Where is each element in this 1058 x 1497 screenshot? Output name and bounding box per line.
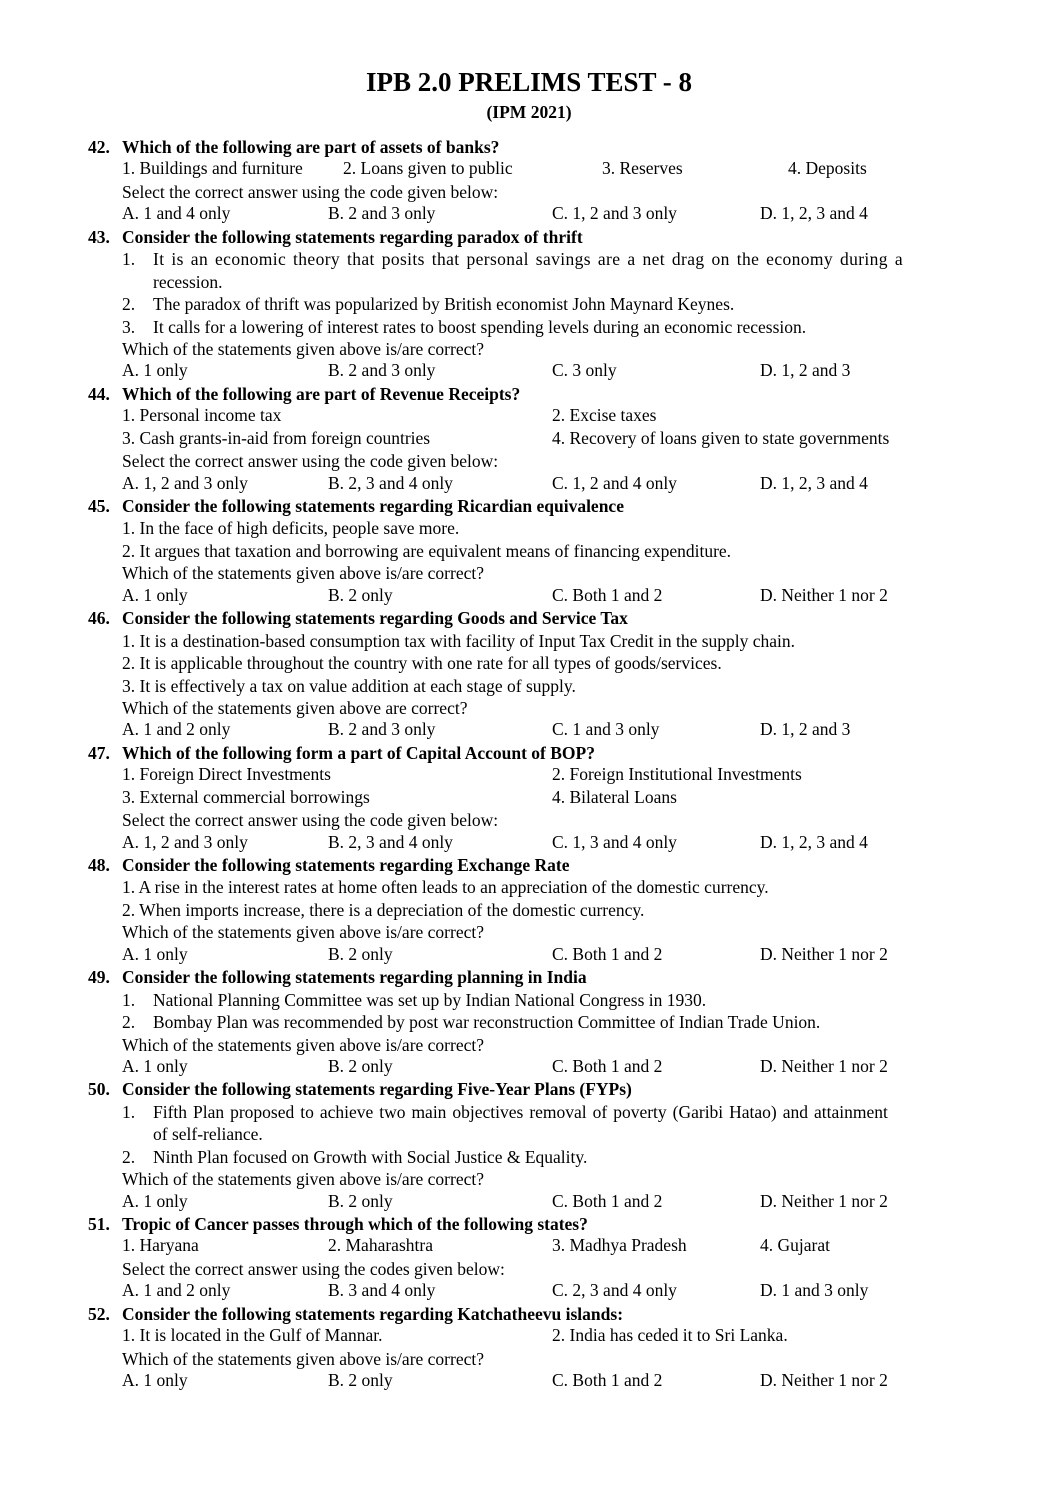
statement-item: 4. Gujarat: [760, 1235, 830, 1256]
option-c: C. Both 1 and 2: [552, 1190, 663, 1211]
question-52: [88, 1303, 973, 1325]
question-text: Consider the following statements regarding planning in India: [122, 967, 587, 988]
question-50: [88, 1078, 973, 1100]
option-d: D. Neither 1 nor 2: [760, 584, 888, 605]
statement-item: 2. When imports increase, there is a depreciation of the domestic currency.: [122, 899, 645, 920]
statement-item: 1. Foreign Direct Investments: [122, 764, 331, 785]
page-title: IPB 2.0 PRELIMS TEST - 8: [365, 67, 693, 97]
statement-row: [88, 158, 973, 180]
statement-item: 1. It is a destination-based consumption tax with facility of Input Tax Credit in the supply chain.: [122, 630, 796, 651]
question-text: Tropic of Cancer passes through which of the following states?: [122, 1214, 588, 1234]
statement-item: 1. A rise in the interest rates at home often leads to an appreciation of the domestic currency.: [122, 877, 769, 898]
question-42: [88, 136, 973, 158]
option-b: B. 2 and 3 only: [328, 719, 436, 740]
statement-row: [88, 1325, 973, 1347]
answer-prompt: Which of the statements given above is/are correct?: [122, 563, 484, 584]
statement-item: 2. It is applicable throughout the country with one rate for all types of goods/services.: [122, 653, 722, 674]
question-number: 49.: [88, 967, 110, 988]
option-b: B. 2 only: [328, 1055, 393, 1076]
question-43: [88, 226, 973, 248]
question-47: [88, 742, 973, 764]
statement-item: 3. External commercial borrowings: [122, 786, 370, 807]
statement-item: 3. Reserves: [602, 158, 683, 179]
question-list: [88, 136, 973, 1393]
statement-item: 1. Fifth Plan proposed to achieve two main objectives removal of poverty (Garibi Hatao) and attainment: [122, 1101, 888, 1122]
statement-text: It calls for a lowering of interest rates to boost spending levels during an economic recession.: [153, 316, 807, 337]
option-b: B. 2 and 3 only: [328, 360, 436, 381]
statement-continuation: recession.: [153, 271, 223, 292]
option-d: D. 1, 2 and 3: [760, 719, 851, 740]
statement-text: It is an economic theory that posits that personal savings are a net drag on the economy during a: [153, 249, 904, 270]
option-a: A. 1 and 2 only: [122, 1280, 231, 1301]
option-b: B. 2 only: [328, 943, 393, 964]
question-number: 44.: [88, 383, 110, 404]
option-c: C. 3 only: [552, 360, 617, 381]
statement-item: 1. Haryana: [122, 1235, 199, 1256]
question-51: [88, 1213, 973, 1235]
option-a: A. 1 and 2 only: [122, 719, 231, 740]
statement-row: [88, 405, 973, 427]
option-a: A. 1 only: [122, 943, 188, 964]
statement-row: [88, 764, 973, 786]
statement-item: 2. Bombay Plan was recommended by post war reconstruction Committee of Indian Trade Union.: [122, 1012, 821, 1033]
statement-item: 2. Maharashtra: [328, 1235, 433, 1256]
option-a: A. 1 only: [122, 1190, 188, 1211]
option-d: D. Neither 1 nor 2: [760, 943, 888, 964]
option-d: D. 1, 2, 3 and 4: [760, 831, 868, 852]
option-d: D. Neither 1 nor 2: [760, 1190, 888, 1211]
statement-text: The paradox of thrift was popularized by British economist John Maynard Keynes.: [153, 294, 735, 315]
option-c: C. 1, 2 and 3 only: [552, 203, 677, 224]
option-b: B. 2 only: [328, 584, 393, 605]
question-number: 45.: [88, 496, 110, 516]
statement-text: Fifth Plan proposed to achieve two main objectives removal of poverty (Garibi Hatao) and attainment: [153, 1101, 888, 1122]
option-d: D. 1, 2 and 3: [760, 360, 851, 381]
question-44: [88, 383, 973, 405]
question-text: Which of the following are part of Revenue Receipts?: [122, 383, 521, 404]
answer-options: [88, 1056, 973, 1078]
answer-options: [88, 719, 973, 741]
statement-item: 2. Loans given to public: [343, 158, 513, 179]
statement-item: 4. Recovery of loans given to state governments: [552, 427, 890, 448]
statement-item: 4. Bilateral Loans: [552, 786, 677, 807]
question-number: 42.: [88, 137, 110, 157]
answer-options: [88, 832, 973, 854]
question-number: 51.: [88, 1214, 110, 1234]
answer-options: [88, 473, 973, 495]
option-c: C. 1, 3 and 4 only: [552, 831, 677, 852]
option-b: B. 2 only: [328, 1370, 393, 1391]
question-number: 52.: [88, 1303, 110, 1324]
statement-item: 2. Ninth Plan focused on Growth with Social Justice & Equality.: [122, 1146, 588, 1167]
question-text: Consider the following statements regarding Katchatheevu islands:: [122, 1303, 624, 1324]
option-a: A. 1 only: [122, 360, 188, 381]
question-48: [88, 854, 973, 876]
option-d: D. Neither 1 nor 2: [760, 1370, 888, 1391]
statement-item: 4. Deposits: [788, 158, 867, 179]
answer-options: [88, 585, 973, 607]
answer-options: [88, 1191, 973, 1213]
option-a: A. 1, 2 and 3 only: [122, 831, 248, 852]
page-subtitle: (IPM 2021): [486, 102, 572, 122]
statement-item: 2. It argues that taxation and borrowing are equivalent means of financing expenditure.: [122, 540, 732, 561]
statement-item: 2. India has ceded it to Sri Lanka.: [552, 1325, 788, 1346]
question-number: 47.: [88, 742, 110, 763]
question-text: Consider the following statements regarding Exchange Rate: [122, 855, 570, 875]
statement-item: 1. Personal income tax: [122, 405, 282, 426]
statement-row: [88, 787, 973, 809]
option-d: D. 1, 2, 3 and 4: [760, 472, 868, 493]
statement-continuation: of self-reliance.: [153, 1124, 263, 1145]
question-text: Consider the following statements regarding Five-Year Plans (FYPs): [122, 1079, 632, 1100]
option-c: C. 1 and 3 only: [552, 719, 660, 740]
answer-prompt: Select the correct answer using the codes given below:: [122, 1258, 505, 1279]
statement-item: 3. It calls for a lowering of interest rates to boost spending levels during an economic recession.: [122, 316, 807, 337]
option-b: B. 2 only: [328, 1190, 393, 1211]
statement-item: 2. Excise taxes: [552, 405, 657, 426]
option-a: A. 1, 2 and 3 only: [122, 472, 248, 493]
question-text: Consider the following statements regarding paradox of thrift: [122, 226, 583, 247]
option-d: D. 1 and 3 only: [760, 1280, 869, 1301]
option-c: C. Both 1 and 2: [552, 1055, 663, 1076]
answer-options: [88, 1370, 973, 1392]
answer-prompt: Select the correct answer using the code given below:: [122, 451, 499, 472]
option-b: B. 3 and 4 only: [328, 1280, 436, 1301]
question-text: Consider the following statements regarding Goods and Service Tax: [122, 608, 628, 629]
option-c: C. 2, 3 and 4 only: [552, 1280, 677, 1301]
answer-prompt: Which of the statements given above is/are correct?: [122, 1348, 484, 1369]
statement-item: 3. Madhya Pradesh: [552, 1235, 687, 1256]
statement-item: 3. Cash grants-in-aid from foreign countries: [122, 427, 431, 448]
question-text: Which of the following are part of assets of banks?: [122, 137, 500, 157]
question-49: [88, 966, 973, 988]
option-d: D. 1, 2, 3 and 4: [760, 203, 868, 224]
answer-prompt: Which of the statements given above is/are correct?: [122, 338, 484, 359]
answer-options: [88, 1280, 973, 1302]
answer-options: [88, 944, 973, 966]
option-a: A. 1 only: [122, 584, 188, 605]
statement-text: National Planning Committee was set up by Indian National Congress in 1930.: [153, 989, 707, 1010]
statement-item: 2. Foreign Institutional Investments: [552, 764, 802, 785]
answer-prompt: Select the correct answer using the code given below:: [122, 181, 499, 202]
option-b: B. 2, 3 and 4 only: [328, 831, 453, 852]
statement-text: Bombay Plan was recommended by post war reconstruction Committee of Indian Trade Union.: [153, 1012, 821, 1033]
statement-item: 3. It is effectively a tax on value addition at each stage of supply.: [122, 675, 576, 696]
answer-prompt: Which of the statements given above are correct?: [122, 697, 468, 718]
question-number: 48.: [88, 855, 110, 875]
option-a: A. 1 and 4 only: [122, 203, 231, 224]
option-b: B. 2 and 3 only: [328, 203, 436, 224]
answer-prompt: Select the correct answer using the code given below:: [122, 810, 499, 831]
question-text: Consider the following statements regarding Ricardian equivalence: [122, 496, 624, 516]
statement-item: 1. It is an economic theory that posits that personal savings are a net drag on the economy during a: [122, 249, 904, 270]
option-b: B. 2, 3 and 4 only: [328, 472, 453, 493]
option-c: C. Both 1 and 2: [552, 1370, 663, 1391]
statement-item: 1. Buildings and furniture: [122, 158, 303, 179]
option-c: C. Both 1 and 2: [552, 943, 663, 964]
answer-prompt: Which of the statements given above is/are correct?: [122, 1169, 484, 1190]
question-number: 43.: [88, 226, 110, 247]
statement-row: [88, 1235, 973, 1257]
statement-row: [88, 428, 973, 450]
answer-prompt: Which of the statements given above is/are correct?: [122, 922, 484, 943]
option-c: C. 1, 2 and 4 only: [552, 472, 677, 493]
option-c: C. Both 1 and 2: [552, 584, 663, 605]
option-d: D. Neither 1 nor 2: [760, 1055, 888, 1076]
answer-prompt: Which of the statements given above is/are correct?: [122, 1034, 484, 1055]
statement-item: 1. In the face of high deficits, people save more.: [122, 518, 460, 539]
question-46: [88, 607, 973, 629]
question-number: 46.: [88, 608, 110, 629]
question-45: [88, 495, 973, 517]
statement-text: Ninth Plan focused on Growth with Social Justice & Equality.: [153, 1146, 588, 1167]
statement-item: 1. It is located in the Gulf of Mannar.: [122, 1325, 383, 1346]
option-a: A. 1 only: [122, 1055, 188, 1076]
answer-options: [88, 360, 973, 382]
statement-item: 1. National Planning Committee was set up by Indian National Congress in 1930.: [122, 989, 707, 1010]
answer-options: [88, 203, 973, 225]
option-a: A. 1 only: [122, 1370, 188, 1391]
statement-item: 2. The paradox of thrift was popularized by British economist John Maynard Keynes.: [122, 294, 735, 315]
question-text: Which of the following form a part of Capital Account of BOP?: [122, 742, 595, 763]
question-number: 50.: [88, 1079, 110, 1100]
